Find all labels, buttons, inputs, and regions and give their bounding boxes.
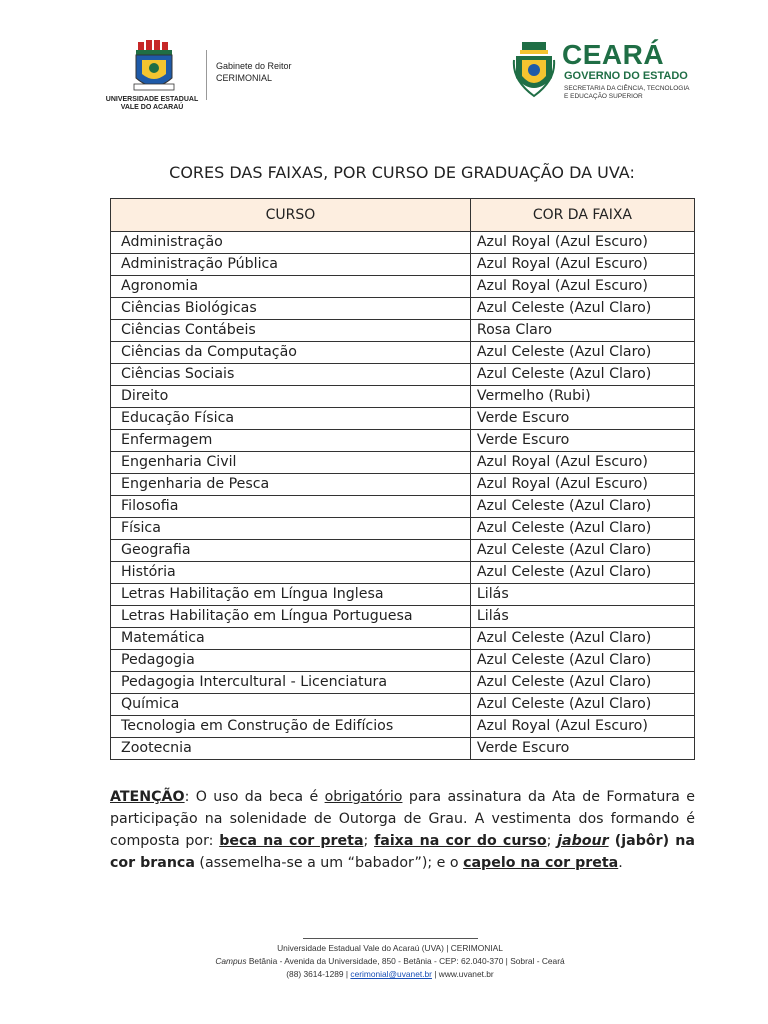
table-row — [111, 408, 695, 430]
footer-contact — [0, 968, 768, 981]
table-row — [111, 474, 695, 496]
footer-institution: Universidade Estadual Vale do Acaraú (UVA) | CERIMONIAL — [277, 943, 503, 953]
table-row — [111, 540, 695, 562]
sash-color-cell: Azul Royal (Azul Escuro) — [470, 716, 694, 738]
jabour-word: jabour — [557, 833, 609, 849]
sash-color-cell: Lilás — [470, 606, 694, 628]
sash-color-cell: Azul Celeste (Azul Claro) — [470, 518, 694, 540]
table-row — [111, 584, 695, 606]
document-title: CORES DAS FAIXAS, POR CURSO DE GRADUAÇÃO DA UVA: — [169, 163, 635, 182]
attention-text: (assemelha-se a um “babador”); e o — [194, 855, 464, 871]
course-cell: Ciências da Computação — [111, 342, 471, 364]
uva-crest-icon — [132, 40, 176, 96]
sash-color-cell: Rosa Claro — [470, 320, 694, 342]
course-cell: Física — [111, 518, 471, 540]
jabot-color: (jabôr) na cor branca — [110, 833, 695, 871]
attention-label: ATENÇÃO — [110, 789, 185, 805]
attention-text: para assinatura da Ata de Formatura e participação na solenidade de Outorga de Grau. A vestimenta dos formando é composta por: — [110, 789, 695, 849]
sash-color-cell: Azul Royal (Azul Escuro) — [470, 232, 694, 254]
sash-color-cell: Azul Celeste (Azul Claro) — [470, 562, 694, 584]
course-cell: Ciências Contábeis — [111, 320, 471, 342]
ceara-wordmark: CEARÁ — [562, 39, 665, 70]
table-row — [111, 518, 695, 540]
sash-color-cell: Azul Celeste (Azul Claro) — [470, 540, 694, 562]
course-cell: Engenharia de Pesca — [111, 474, 471, 496]
footer-email-link[interactable]: cerimonial@uvanet.br — [350, 969, 432, 979]
table-row — [111, 496, 695, 518]
sash-color-cell: Azul Royal (Azul Escuro) — [470, 452, 694, 474]
sash-color-cell: Azul Celeste (Azul Claro) — [470, 694, 694, 716]
table-row — [111, 342, 695, 364]
attention-text: : O uso da beca é — [184, 789, 325, 805]
course-cell: Ciências Biológicas — [111, 298, 471, 320]
sash-color-cell: Verde Escuro — [470, 738, 694, 760]
footer-website: | www.uvanet.br — [431, 969, 494, 979]
course-cell: Direito — [111, 386, 471, 408]
mandatory-text: obrigatório — [324, 789, 403, 805]
course-cell: Enfermagem — [111, 430, 471, 452]
course-cell: Educação Física — [111, 408, 471, 430]
footer-divider — [303, 938, 478, 939]
office-line1: Gabinete do Reitor — [216, 61, 292, 71]
sash-color-cell: Vermelho (Rubi) — [470, 386, 694, 408]
cap-requirement: capelo na cor preta — [463, 855, 619, 871]
course-cell: Letras Habilitação em Língua Inglesa — [111, 584, 471, 606]
course-cell: Engenharia Civil — [111, 452, 471, 474]
ceara-government-label: GOVERNO DO ESTADO — [564, 70, 688, 82]
attention-text: . — [618, 855, 623, 871]
uva-name-line1: UNIVERSIDADE ESTADUAL — [105, 96, 199, 103]
header-sash-color: COR DA FAIXA — [470, 199, 694, 232]
course-cell: Administração Pública — [111, 254, 471, 276]
attention-paragraph — [110, 786, 695, 874]
sash-color-cell: Azul Celeste (Azul Claro) — [470, 672, 694, 694]
secretaria-line2: E EDUCAÇÃO SUPERIOR — [564, 93, 643, 100]
table-row — [111, 738, 695, 760]
letterhead — [0, 0, 768, 135]
course-cell: Tecnologia em Construção de Edifícios — [111, 716, 471, 738]
course-cell: História — [111, 562, 471, 584]
sash-color-cell: Azul Royal (Azul Escuro) — [470, 254, 694, 276]
footer-phone: (88) 3614-1289 | — [286, 969, 351, 979]
table-row — [111, 320, 695, 342]
uva-name — [104, 96, 200, 112]
course-cell: Filosofia — [111, 496, 471, 518]
course-cell: Agronomia — [111, 276, 471, 298]
table-row — [111, 694, 695, 716]
table-row — [111, 628, 695, 650]
table-row — [111, 650, 695, 672]
sash-color-cell: Azul Celeste (Azul Claro) — [470, 650, 694, 672]
header-divider — [206, 50, 207, 100]
sash-color-cell: Verde Escuro — [470, 430, 694, 452]
table-row — [111, 254, 695, 276]
office-line2: CERIMONIAL — [216, 73, 273, 83]
sash-color-cell: Azul Royal (Azul Escuro) — [470, 276, 694, 298]
sash-color-cell: Verde Escuro — [470, 408, 694, 430]
course-color-table — [110, 198, 695, 760]
course-cell: Química — [111, 694, 471, 716]
secretaria-label — [564, 85, 689, 101]
table-row — [111, 298, 695, 320]
sash-color-cell: Azul Celeste (Azul Claro) — [470, 496, 694, 518]
table-header-row — [111, 199, 695, 232]
secretaria-line1: SECRETARIA DA CIÊNCIA, TECNOLOGIA — [564, 85, 690, 92]
sash-color-cell: Azul Celeste (Azul Claro) — [470, 298, 694, 320]
course-cell: Matemática — [111, 628, 471, 650]
uva-logo — [104, 38, 204, 120]
footer-address — [0, 955, 768, 968]
table-body — [111, 232, 695, 760]
footer — [0, 942, 768, 981]
sash-color-cell: Azul Royal (Azul Escuro) — [470, 474, 694, 496]
table-row — [111, 276, 695, 298]
ceara-government-logo — [512, 39, 690, 110]
header-course: CURSO — [111, 199, 471, 232]
sash-color-cell: Azul Celeste (Azul Claro) — [470, 342, 694, 364]
table-row — [111, 716, 695, 738]
office-label — [216, 60, 292, 84]
table-row — [111, 606, 695, 628]
sash-color-cell: Azul Celeste (Azul Claro) — [470, 628, 694, 650]
table-row — [111, 232, 695, 254]
uva-name-line2: VALE DO ACARAÚ — [120, 104, 184, 111]
ceara-emblem-icon — [512, 40, 556, 98]
course-cell: Ciências Sociais — [111, 364, 471, 386]
course-cell: Pedagogia — [111, 650, 471, 672]
sash-color-cell: Lilás — [470, 584, 694, 606]
footer-campus-label: Campus — [215, 956, 247, 966]
sash-requirement: faixa na cor do curso — [374, 833, 547, 849]
table-row — [111, 672, 695, 694]
footer-address-text: Betânia - Avenida da Universidade, 850 - Betânia - CEP: 62.040-370 | Sobral - Ceará — [246, 956, 565, 966]
attention-text: ; — [363, 833, 375, 849]
course-cell: Letras Habilitação em Língua Portuguesa — [111, 606, 471, 628]
attention-text: ; — [546, 833, 558, 849]
table-row — [111, 364, 695, 386]
table-row — [111, 386, 695, 408]
sash-color-cell: Azul Celeste (Azul Claro) — [470, 364, 694, 386]
table-row — [111, 430, 695, 452]
course-cell: Administração — [111, 232, 471, 254]
course-cell: Zootecnia — [111, 738, 471, 760]
course-cell: Pedagogia Intercultural - Licenciatura — [111, 672, 471, 694]
table-row — [111, 562, 695, 584]
course-cell: Geografia — [111, 540, 471, 562]
gown-requirement: beca na cor preta — [219, 833, 364, 849]
table-row — [111, 452, 695, 474]
